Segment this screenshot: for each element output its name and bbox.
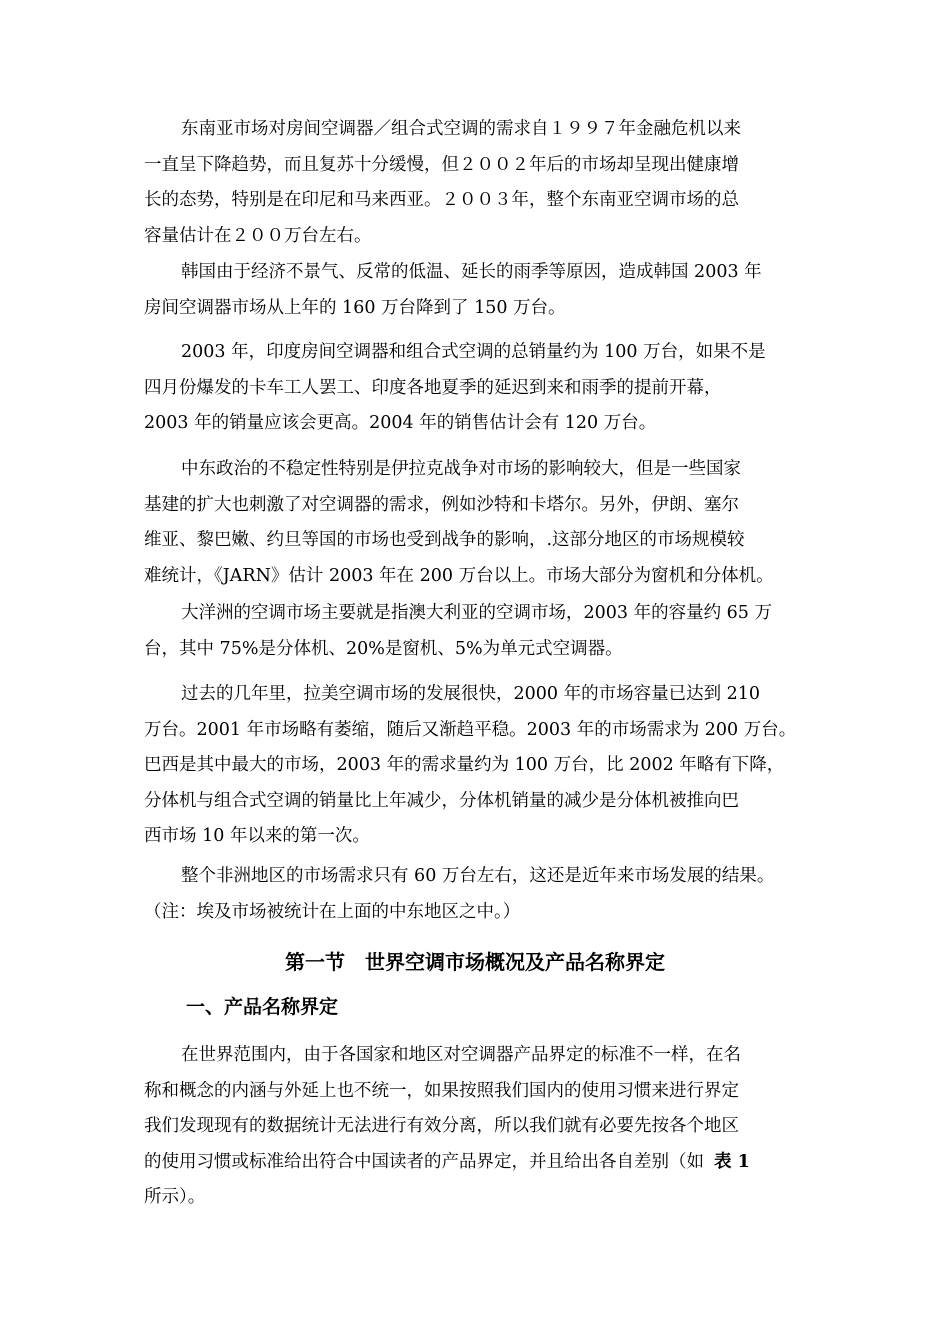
text-line: 一直呈下降趋势，而且复苏十分缓慢，但２００２年后的市场却呈现出健康增 [144,154,739,175]
paragraph-oceania [144,596,824,667]
text-line: 台，其中 75%是分体机、20%是窗机、5%为单元式空调器。 [144,638,623,659]
text-line: 容量估计在２００万台左右。 [144,225,372,246]
text-line: 在世界范围内，由于各国家和地区对空调器产品界定的标准不一样，在名 [181,1045,741,1065]
text-line: 韩国由于经济不景气、反常的低温、延长的雨季等原因，造成韩国 2003 年 [181,262,762,282]
text-line: 大洋洲的空调市场主要就是指澳大利亚的空调市场，2003 年的容量约 65 万 [181,603,772,623]
text-line: （注：埃及市场被统计在上面的中东地区之中。） [144,901,521,922]
text-line: 维亚、黎巴嫩、约旦等国的市场也受到战争的影响，.这部分地区的市场规模较 [144,530,745,551]
text-line: 房间空调器市场从上年的 160 万台降到了 150 万台。 [144,297,566,318]
text-line: 称和概念的内涵与外延上也不统一，如果按照我们国内的使用习惯来进行界定 [144,1080,739,1101]
text-line: 基建的扩大也刺激了对空调器的需求，例如沙特和卡塔尔。另外，伊朗、塞尔 [144,494,739,515]
paragraph-africa [144,859,824,930]
text-line: 西市场 10 年以来的第一次。 [144,826,370,847]
paragraph-india [144,335,824,442]
text-line: 2003 年的销量应该会更高。2004 年的销售估计会有 120 万台。 [144,413,657,434]
paragraph-middle-east [144,452,824,594]
text-line: 长的态势，特别是在印尼和马来西亚。２００３年，整个东南亚空调市场的总 [144,190,739,211]
text-line: 分体机与组合式空调的销量比上年减少，分体机销量的减少是分体机被推向巴 [144,790,739,811]
text-line-with-reference [144,1145,824,1181]
text-line: 我们发现现有的数据统计无法进行有效分离，所以我们就有必要先按各个地区 [144,1116,739,1137]
paragraph-latin-america [144,677,824,855]
text-line: 过去的几年里，拉美空调市场的发展很快，2000 年的市场容量已达到 210 [181,684,761,704]
text-segment: 的使用习惯或标准给出符合中国读者的产品界定，并且给出各自差别（如 [144,1151,704,1172]
text-line: 整个非洲地区的市场需求只有 60 万台左右，这还是近年来市场发展的结果。 [181,866,775,886]
text-line: 四月份爆发的卡车工人罢工、印度各地夏季的延迟到来和雨季的提前开幕， [144,377,722,398]
subsection-heading: 一、产品名称界定 [186,996,339,1018]
text-line: 所示）。 [144,1187,206,1208]
paragraph-korea [144,255,824,326]
table-reference: 表 1 [714,1151,750,1172]
text-line: 巴西是其中最大的市场，2003 年的需求量约为 100 万台，比 2002 年略有下降， [144,755,785,776]
text-line: 东南亚市场对房间空调器／组合式空调的需求自１９９７年金融危机以来 [181,119,741,139]
text-line: 万台。2001 年市场略有萎缩，随后又渐趋平稳。2003 年的市场需求为 200 万台。 [144,719,797,740]
text-line: 难统计，《JARN》估计 2003 年在 200 万台以上。市场大部分为窗机和分体机。 [144,565,774,586]
paragraph-southeast-asia [144,112,824,254]
paragraph-product-definition [144,1038,824,1216]
section-heading: 第一节 世界空调市场概况及产品名称界定 [285,950,665,974]
text-line: 2003 年，印度房间空调器和组合式空调的总销量约为 100 万台，如果不是 [181,342,766,362]
text-line: 中东政治的不稳定性特别是伊拉克战争对市场的影响较大，但是一些国家 [181,459,741,479]
